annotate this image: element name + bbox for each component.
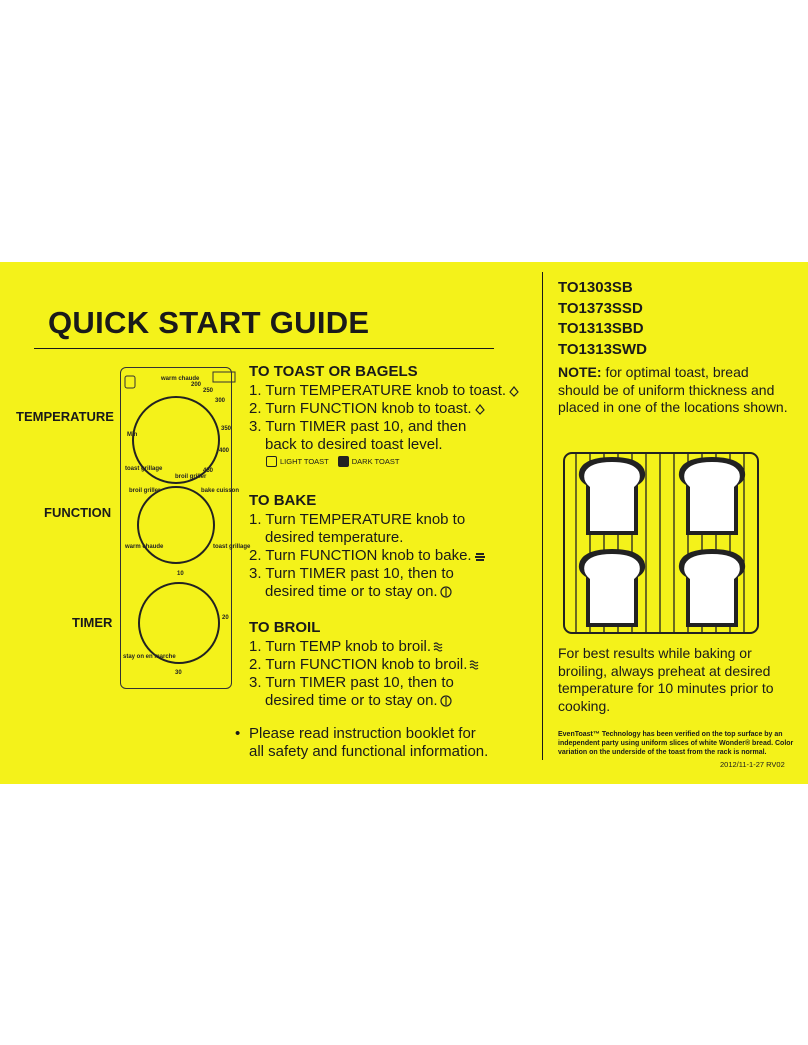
model-numbers — [558, 278, 647, 360]
stay-on-icon — [440, 586, 452, 598]
model-number: TO1303SB — [558, 279, 633, 296]
dial-mark: toast grillage — [125, 466, 163, 472]
broil-icon — [469, 659, 481, 671]
bake-step-3-cont: desired time or to stay on. — [265, 583, 438, 600]
dial-mark: broil griller — [129, 488, 161, 494]
bake-steps — [249, 511, 486, 601]
model-number: TO1313SWD — [558, 340, 647, 358]
light-toast-label: LIGHT TOAST — [280, 457, 329, 466]
safety-note — [235, 725, 488, 761]
toast-note — [558, 364, 790, 417]
dial-mark: 450 — [203, 468, 214, 474]
note-text: for optimal toast, bread should be of uniform thickness and placed in one of the locations shown. — [558, 364, 788, 415]
bread-slice — [579, 457, 645, 535]
toast-rack-diagram — [562, 451, 760, 635]
dark-toast-swatch — [338, 456, 349, 467]
toast-legend — [266, 456, 399, 467]
broil-heading: TO BROIL — [249, 619, 321, 636]
bake-step-1-cont: desired temperature. — [265, 529, 404, 546]
dial-mark: 400 — [219, 448, 230, 454]
broil-step-2: 2. Turn FUNCTION knob to broil. — [249, 656, 468, 673]
column-divider — [542, 272, 543, 760]
indicator-light-icon — [125, 376, 135, 388]
note-label: NOTE: — [558, 364, 602, 380]
bread-slice — [679, 457, 745, 535]
page-title: QUICK START GUIDE — [48, 305, 370, 340]
broil-steps — [249, 638, 481, 710]
broil-step-3-cont: desired time or to stay on. — [265, 692, 438, 709]
bullet-dot: • — [235, 725, 241, 742]
bake-step-1: 1. Turn TEMPERATURE knob to — [249, 511, 466, 528]
dial-mark: bake cuisson — [201, 488, 240, 494]
control-panel-diagram — [120, 367, 251, 689]
dial-mark: 30 — [175, 670, 182, 676]
dial-mark: 200 — [191, 382, 202, 388]
model-number: TO1313SBD — [558, 320, 644, 337]
dial-mark: warm chaude — [161, 376, 200, 382]
toast-step-3: 3. Turn TIMER past 10, and then — [249, 418, 467, 435]
quick-start-card — [0, 262, 808, 784]
bake-icon — [474, 550, 486, 562]
dial-mark: 350 — [221, 426, 232, 432]
broil-icon — [433, 641, 445, 653]
toast-steps — [249, 382, 520, 454]
toast-icon — [508, 385, 520, 397]
bake-step-3: 3. Turn TIMER past 10, then to — [249, 565, 454, 582]
dial-mark: Min — [127, 432, 138, 438]
dial-mark: warm chaude — [125, 544, 164, 550]
dial-mark: toast grillage — [213, 544, 251, 550]
dial-mark: 10 — [177, 571, 184, 577]
bread-slice — [579, 549, 645, 627]
toast-step-1: 1. Turn TEMPERATURE knob to toast. — [249, 382, 507, 399]
bake-step-2: 2. Turn FUNCTION knob to bake. — [249, 547, 472, 564]
model-number: TO1373SSD — [558, 299, 643, 317]
title-divider — [34, 348, 494, 349]
dial-mark: broil griller — [175, 474, 207, 480]
dial-mark: 250 — [203, 388, 214, 394]
toast-icon — [474, 403, 486, 415]
display-window — [213, 372, 235, 382]
stay-on-icon — [440, 695, 452, 707]
timer-knob — [139, 583, 219, 663]
eventoast-disclaimer: EvenToast™ Technology has been verified on the top surface by an independent party using uniform slices of white Wonder® bread. Color variation on the underside of the toast from the rack is normal. — [558, 731, 794, 756]
dark-toast-label: DARK TOAST — [351, 457, 400, 466]
revision-code: 2012/11-1-27 RV02 — [720, 760, 785, 769]
safety-note-line-2: all safety and functional information. — [249, 743, 489, 760]
toast-step-3-cont: back to desired toast level. — [265, 436, 443, 453]
preheat-tip: For best results while baking or broiling, always preheat at desired temperature for 10 minutes prior to cooking. — [558, 645, 774, 714]
toast-heading: TO TOAST OR BAGELS — [249, 363, 418, 380]
dial-mark: stay on en marche — [123, 654, 176, 660]
timer-knob-label: TIMER — [72, 615, 113, 630]
dial-mark: 300 — [215, 398, 226, 404]
toast-step-2: 2. Turn FUNCTION knob to toast. — [249, 400, 472, 417]
bread-slice — [679, 549, 745, 627]
function-knob — [138, 487, 214, 563]
temperature-knob-label: TEMPERATURE — [16, 409, 114, 424]
light-toast-swatch — [266, 456, 277, 467]
knobs-illustration — [121, 368, 251, 688]
function-knob-label: FUNCTION — [44, 505, 112, 520]
safety-note-line-1: Please read instruction booklet for — [249, 725, 476, 742]
broil-step-3: 3. Turn TIMER past 10, then to — [249, 674, 454, 691]
bake-heading: TO BAKE — [249, 492, 317, 509]
dial-mark: 20 — [222, 615, 229, 621]
broil-step-1: 1. Turn TEMP knob to broil. — [249, 638, 432, 655]
